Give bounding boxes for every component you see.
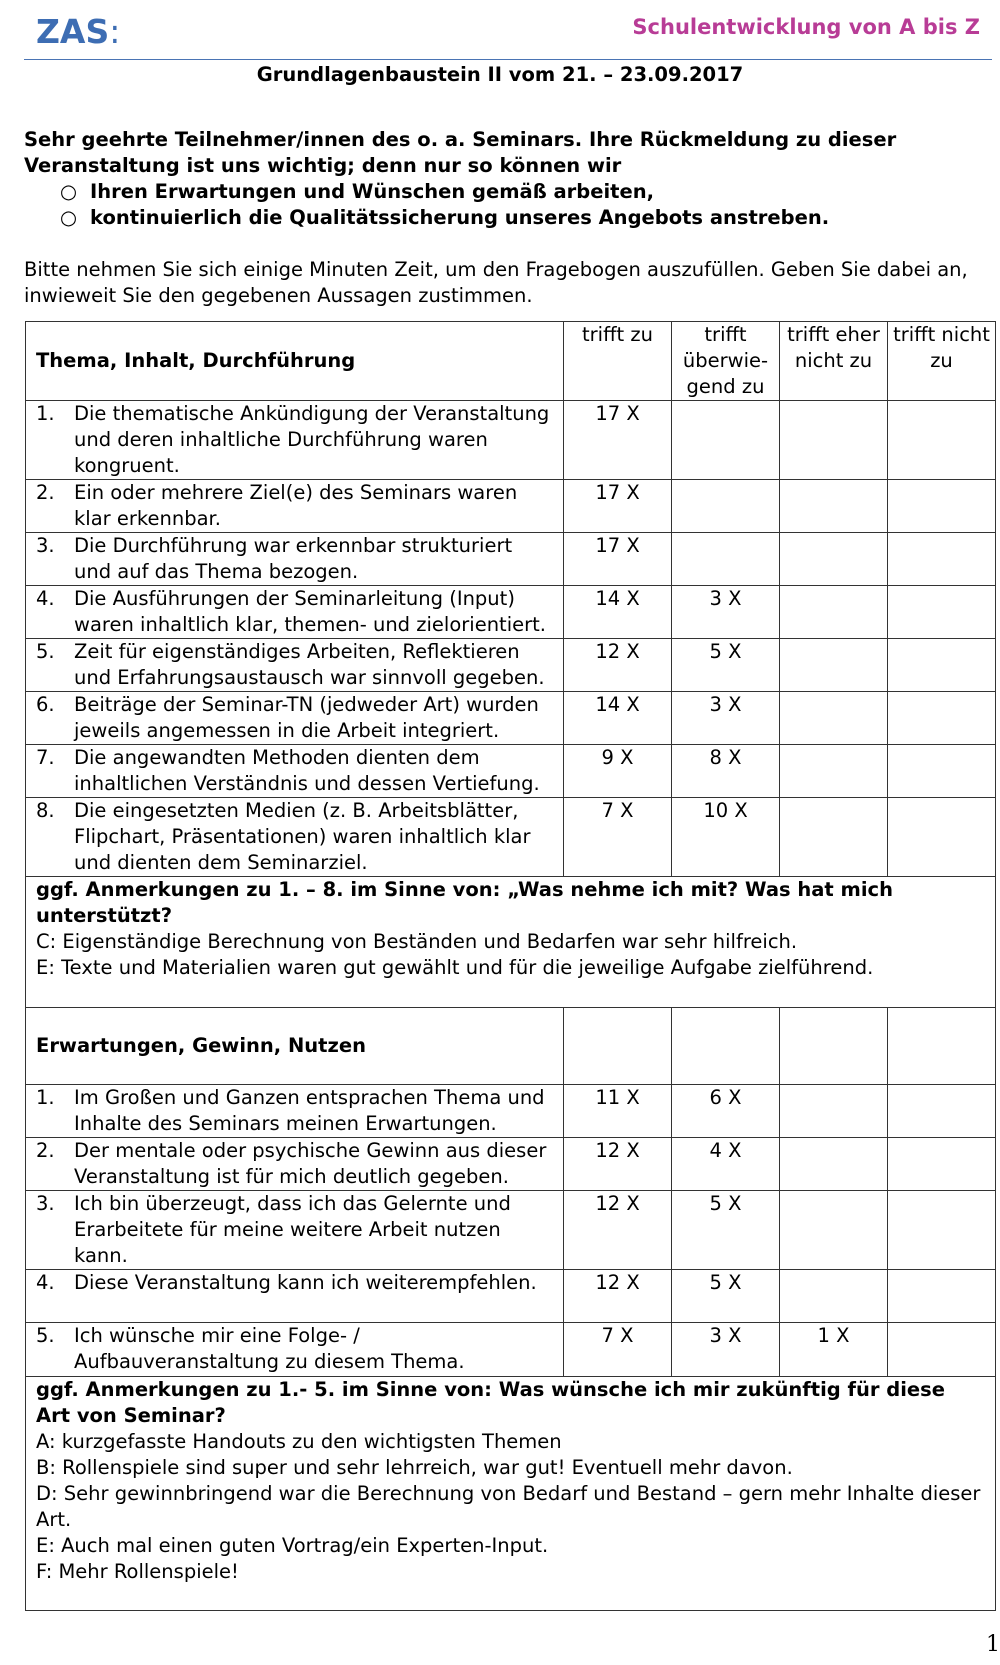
rating-cell: 5 X xyxy=(672,1191,780,1270)
rating-cell xyxy=(888,533,996,586)
table-row xyxy=(26,692,996,745)
item-number: 1. xyxy=(36,402,55,425)
intro-text xyxy=(24,127,984,231)
note-line: B: Rollenspiele sind super und sehr lehrreich, war gut! Eventuell mehr davon. xyxy=(36,1456,793,1479)
intro-bullet: ○ Ihren Erwartungen und Wünschen gemäß arbeiten, xyxy=(60,179,984,205)
note-line: D: Sehr gewinnbringend war die Berechnung von Bedarf und Bestand – gern mehr Inhalte dieser Art. xyxy=(36,1482,981,1531)
rating-cell: 17 X xyxy=(564,533,672,586)
rating-cell: 7 X xyxy=(564,1323,672,1377)
rating-cell xyxy=(780,692,888,745)
rating-cell: 3 X xyxy=(672,586,780,639)
column-header: trifft zu xyxy=(564,322,672,401)
intro-bullet: ○ kontinuierlich die Qualitätssicherung unseres Angebots anstreben. xyxy=(60,205,984,231)
table-row xyxy=(26,586,996,639)
instructions: Bitte nehmen Sie sich einige Minuten Zeit, um den Fragebogen auszufüllen. Geben Sie dabei an, inwieweit Sie den gegebenen Aussagen zustimmen. xyxy=(24,258,968,307)
table-row xyxy=(26,798,996,877)
rating-cell: 8 X xyxy=(672,745,780,798)
rating-cell xyxy=(780,1085,888,1138)
rating-cell: 7 X xyxy=(564,798,672,877)
rating-cell xyxy=(780,1270,888,1323)
item-statement: Ich bin überzeugt, dass ich das Gelernte und Erarbeitete für meine weitere Arbeit nutzen kann. xyxy=(74,1192,511,1267)
rating-cell xyxy=(780,798,888,877)
rating-cell xyxy=(780,639,888,692)
rating-cell xyxy=(780,480,888,533)
column-header: trifft nicht zu xyxy=(888,322,996,401)
rating-cell xyxy=(888,692,996,745)
item-statement: Die angewandten Methoden dienten dem inhaltlichen Verständnis und dessen Vertiefung. xyxy=(74,746,540,795)
table-row xyxy=(26,1191,996,1270)
rating-cell: 17 X xyxy=(564,401,672,480)
table-row xyxy=(26,1138,996,1191)
rating-cell: 1 X xyxy=(780,1323,888,1377)
item-number: 1. xyxy=(36,1086,55,1109)
table-row xyxy=(26,745,996,798)
rating-cell xyxy=(888,1085,996,1138)
item-number: 2. xyxy=(36,1139,55,1162)
rating-cell xyxy=(672,480,780,533)
item-number: 2. xyxy=(36,481,55,504)
item-statement: Der mentale oder psychische Gewinn aus dieser Veranstaltung ist für mich deutlich gegeben. xyxy=(74,1139,547,1188)
item-statement: Im Großen und Ganzen entsprachen Thema und Inhalte des Seminars meinen Erwartungen. xyxy=(74,1086,545,1135)
table-row xyxy=(26,1323,996,1377)
rating-cell xyxy=(888,745,996,798)
notes-row xyxy=(26,877,996,1008)
rating-cell xyxy=(888,401,996,480)
section-heading: Thema, Inhalt, Durchführung xyxy=(26,322,564,401)
intro-bullets xyxy=(60,179,984,231)
rating-cell xyxy=(888,1323,996,1377)
rating-cell: 4 X xyxy=(672,1138,780,1191)
rating-cell: 12 X xyxy=(564,639,672,692)
table-row xyxy=(26,480,996,533)
rating-cell: 17 X xyxy=(564,480,672,533)
table-row xyxy=(26,639,996,692)
item-statement: Die Durchführung war erkennbar strukturiert und auf das Thema bezogen. xyxy=(74,534,513,583)
rating-cell xyxy=(888,586,996,639)
notes-heading: ggf. Anmerkungen zu 1.- 5. im Sinne von: Was wünsche ich mir zukünftig für diese Art von Seminar? xyxy=(36,1378,945,1427)
column-header: trifft überwie-gend zu xyxy=(672,322,780,401)
rating-cell xyxy=(888,1191,996,1270)
rating-cell xyxy=(888,798,996,877)
rating-cell: 5 X xyxy=(672,639,780,692)
section-heading: Erwartungen, Gewinn, Nutzen xyxy=(26,1008,564,1085)
rating-cell xyxy=(888,639,996,692)
rating-cell xyxy=(888,480,996,533)
rating-cell xyxy=(780,586,888,639)
rating-cell: 12 X xyxy=(564,1138,672,1191)
item-statement: Zeit für eigenständiges Arbeiten, Reflektieren und Erfahrungsaustausch war sinnvoll gegeben. xyxy=(74,640,545,689)
item-statement: Die Ausführungen der Seminarleitung (Input) waren inhaltlich klar, themen- und zielorientiert. xyxy=(74,587,546,636)
item-number: 3. xyxy=(36,1192,55,1215)
item-statement: Beiträge der Seminar-TN (jedweder Art) wurden jeweils angemessen in die Arbeit integriert. xyxy=(74,693,539,742)
column-header: trifft eher nicht zu xyxy=(780,322,888,401)
item-number: 5. xyxy=(36,1324,55,1347)
rating-cell xyxy=(780,1191,888,1270)
note-line: A: kurzgefasste Handouts zu den wichtigsten Themen xyxy=(36,1430,562,1453)
rating-cell xyxy=(780,533,888,586)
page-header xyxy=(24,0,992,60)
table-row xyxy=(26,401,996,480)
item-statement: Diese Veranstaltung kann ich weiterempfehlen. xyxy=(74,1271,537,1294)
rating-cell xyxy=(888,1270,996,1323)
note-line: C: Eigenständige Berechnung von Beständen und Bedarfen war sehr hilfreich. xyxy=(36,930,798,953)
note-line: F: Mehr Rollenspiele! xyxy=(36,1560,239,1583)
note-line: E: Auch mal einen guten Vortrag/ein Experten-Input. xyxy=(36,1534,549,1557)
table-row xyxy=(26,1085,996,1138)
rating-cell: 9 X xyxy=(564,745,672,798)
rating-cell: 14 X xyxy=(564,692,672,745)
item-number: 8. xyxy=(36,799,55,822)
rating-cell: 12 X xyxy=(564,1270,672,1323)
item-number: 4. xyxy=(36,1271,55,1294)
item-number: 5. xyxy=(36,640,55,663)
item-number: 3. xyxy=(36,534,55,557)
item-statement: Ein oder mehrere Ziel(e) des Seminars waren klar erkennbar. xyxy=(74,481,518,530)
rating-cell xyxy=(780,745,888,798)
rating-cell: 14 X xyxy=(564,586,672,639)
rating-cell xyxy=(780,401,888,480)
zas-logo: ZAS: xyxy=(36,12,121,51)
rating-cell: 12 X xyxy=(564,1191,672,1270)
feedback-table-section1 xyxy=(25,321,996,1008)
feedback-table-section2 xyxy=(25,1007,996,1611)
table-row xyxy=(26,533,996,586)
item-statement: Die eingesetzten Medien (z. B. Arbeitsblätter, Flipchart, Präsentationen) waren inhaltlich klar und dienten dem Seminarziel. xyxy=(74,799,531,874)
item-number: 6. xyxy=(36,693,55,716)
page-number: 1 xyxy=(986,1632,1000,1657)
rating-cell: 3 X xyxy=(672,1323,780,1377)
rating-cell xyxy=(888,1138,996,1191)
item-statement: Die thematische Ankündigung der Veranstaltung und deren inhaltliche Durchführung waren kongruent. xyxy=(74,402,550,477)
notes-row xyxy=(26,1377,996,1611)
notes-heading: ggf. Anmerkungen zu 1. – 8. im Sinne von: „Was nehme ich mit? Was hat mich unterstützt? xyxy=(36,878,893,927)
rating-cell: 3 X xyxy=(672,692,780,745)
rating-cell: 6 X xyxy=(672,1085,780,1138)
note-line: E: Texte und Materialien waren gut gewählt und für die jeweilige Aufgabe zielführend. xyxy=(36,956,874,979)
header-subtitle: Schulentwicklung von A bis Z xyxy=(632,15,980,39)
rating-cell xyxy=(672,533,780,586)
rating-cell: 10 X xyxy=(672,798,780,877)
rating-cell: 5 X xyxy=(672,1270,780,1323)
document-title: Grundlagenbaustein II vom 21. – 23.09.2017 xyxy=(256,63,744,86)
rating-cell xyxy=(672,401,780,480)
intro-line: Sehr geehrte Teilnehmer/innen des o. a. Seminars. Ihre Rückmeldung zu dieser Veranstaltung ist uns wichtig; denn nur so können wir xyxy=(24,128,897,177)
rating-cell: 11 X xyxy=(564,1085,672,1138)
item-number: 7. xyxy=(36,746,55,769)
rating-cell xyxy=(780,1138,888,1191)
item-number: 4. xyxy=(36,587,55,610)
item-statement: Ich wünsche mir eine Folge- / Aufbauveranstaltung zu diesem Thema. xyxy=(74,1324,465,1373)
table-row xyxy=(26,1270,996,1323)
